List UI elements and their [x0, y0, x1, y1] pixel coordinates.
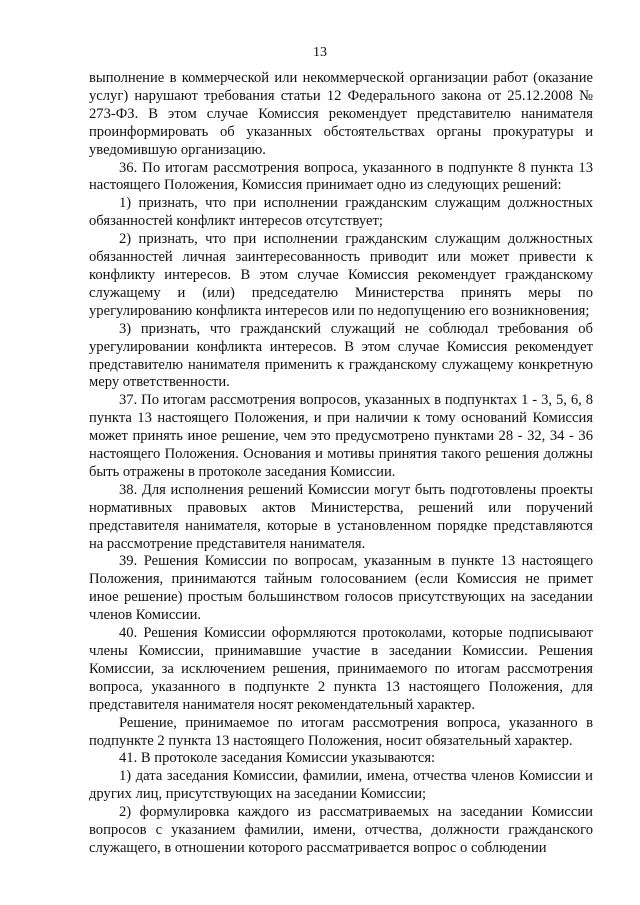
paragraph-36-item-3: 3) признать, что гражданский служащий не соблюдал требования об урегулировании конфликта интересов. В этом случае Комиссия рекомендует представителю нанимателя применить к гражданскому служащему конкретную меру ответственности.	[89, 320, 593, 391]
paragraph-40-decision: Решение, принимаемое по итогам рассмотрения вопроса, указанного в подпункте 2 пункта 13 настоящего Положения, носит обязательный характер.	[89, 714, 593, 749]
document-body	[89, 70, 593, 858]
paragraph-continuation: выполнение в коммерческой или некоммерческой организации работ (оказание услуг) нарушают требования статьи 12 Федерального закона от 25.12.2008 № 273-ФЗ. В этом случае Комиссия рекомендует представителю нанимателя проинформировать об указанных обстоятельствах органы прокуратуры и уведомившую организацию.	[89, 70, 593, 158]
paragraph-37: 37. По итогам рассмотрения вопросов, указанных в подпунктах 1 - 3, 5, 6, 8 пункта 13 настоящего Положения, и при наличии к тому оснований Комиссия может принять иное решение, чем это предусмотрено пунктами 28 - 32, 34 - 36 настоящего Положения. Основания и мотивы принятия такого решения должны быть отражены в протоколе заседания Комиссии.	[89, 392, 593, 480]
paragraph-40: 40. Решения Комиссии оформляются протоколами, которые подписывают члены Комиссии, принимавшие участие в заседании Комиссии. Решения Комиссии, за исключением решения, принимаемого по итогам рассмотрения вопроса, указанного в подпункте 2 пункта 13 настоящего Положения, для представителя нанимателя носят рекомендательный характер.	[89, 625, 593, 713]
paragraph-41-item-1: 1) дата заседания Комиссии, фамилии, имена, отчества членов Комиссии и других лиц, присутствующих на заседании Комиссии;	[89, 768, 593, 803]
paragraph-41: 41. В протоколе заседания Комиссии указываются:	[119, 750, 436, 767]
paragraph-41-item-2: 2) формулировка каждого из рассматриваемых на заседании Комиссии вопросов с указанием фамилии, имени, отчества, должности гражданского служащего, в отношении которого рассматривается вопрос о соблюдении	[89, 804, 593, 856]
paragraph-36: 36. По итогам рассмотрения вопроса, указанного в подпункте 8 пункта 13 настоящего Положения, Комиссия принимает одно из следующих решений:	[89, 159, 593, 194]
paragraph-36-item-1: 1) признать, что при исполнении гражданским служащим должностных обязанностей конфликт интересов отсутствует;	[89, 195, 593, 230]
paragraph-38: 38. Для исполнения решений Комиссии могут быть подготовлены проекты нормативных правовых актов Министерства, решений или поручений представителя нанимателя, которые в установленном порядке представляются на рассмотрение представителя нанимателя.	[89, 481, 593, 552]
paragraph-36-item-2: 2) признать, что при исполнении гражданским служащим должностных обязанностей личная заинтересованность приводит или может привести к конфликту интересов. В этом случае Комиссия рекомендует гражданскому служащему и (или) председателю Министерства принять меры по урегулированию конфликта интересов или по недопущению его возникновения;	[89, 231, 593, 319]
page-number: 13	[313, 45, 327, 60]
paragraph-39: 39. Решения Комиссии по вопросам, указанным в пункте 13 настоящего Положения, принимаются тайным голосованием (если Комиссия не примет иное решение) простым большинством голосов присутствующих на заседании членов Комиссии.	[89, 553, 593, 624]
